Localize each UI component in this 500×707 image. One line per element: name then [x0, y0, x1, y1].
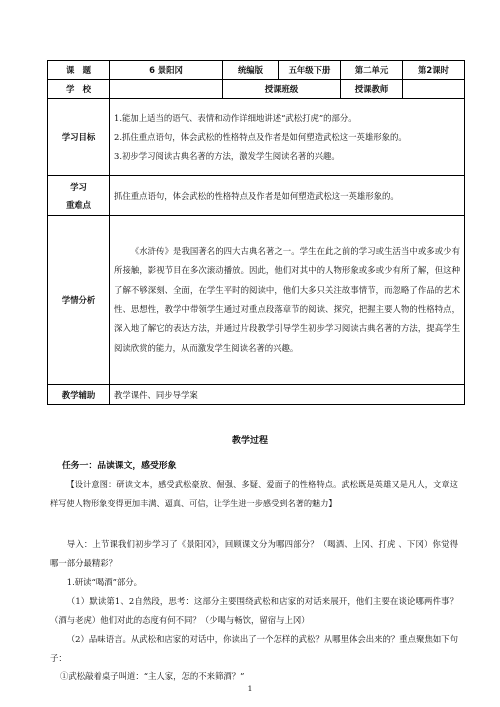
teacher-value	[403, 80, 465, 99]
grade: 五年级下册	[279, 61, 341, 80]
period: 第2课时	[403, 61, 465, 80]
table-row	[48, 216, 465, 385]
task-heading: 任务一：品读课文，感受形象	[62, 461, 177, 471]
analysis-text: 《水浒传》是我国著名的四大古典名著之一。学生在此之前的学习或生活当中或多或少有所接触，影视节目在多次滚动播放。因此，他们对其中的人物形象或多或少有所了解，但这种了解不够深刻、全面，在学生平时的阅读中，他们大多只关注故事情节，而忽略了作品的艺术性、思想性，教学中带领学生通过对重点段落章节的阅读、探究，把握主要人物的性格特点，深入地了解它的表达方法，并通过片段教学引导学生初步学习阅读古典名著的方法，提高学生阅读欣赏的能力，从而激发学生阅读名著的兴趣。	[114, 246, 460, 353]
key-points-label-line1: 学习	[70, 181, 87, 192]
table-row	[48, 99, 465, 176]
objectives-label: 学习目标	[48, 99, 110, 176]
table-row	[48, 80, 465, 99]
objectives-cell	[110, 99, 465, 176]
design-intent: 【设计意图：研读文本，感受武松豪放、倔强、多疑、爱面子的性格特点。武松既是英雄又是凡人，文章这样写使人物形象变得更加丰满、逼真、可信，让学生进一步感受到名著的魅力】	[50, 479, 458, 508]
key-points-label	[48, 176, 110, 216]
school-label: 学 校	[48, 80, 110, 99]
table-row	[48, 176, 465, 216]
unit: 第二单元	[341, 61, 403, 80]
topic-label: 课 题	[48, 61, 110, 80]
teacher-label: 授课教师	[341, 80, 403, 99]
analysis-label: 学情分析	[48, 216, 110, 385]
class-label: 授课班级	[223, 80, 341, 99]
table-row	[48, 61, 465, 80]
question-2: （2）品味语言。从武松和店家的对话中，你读出了一个怎样的武松？从哪里体会出来的？重点聚焦如下句子：	[50, 634, 458, 663]
objective-item: 3.初步学习阅读古典名著的方法，激发学生阅读名著的兴趣。	[114, 150, 340, 161]
lesson-title: 6 景阳冈	[110, 61, 223, 80]
lesson-plan-table	[47, 60, 465, 405]
page-number: 1	[247, 684, 253, 693]
analysis-cell	[110, 216, 465, 385]
table-row	[48, 385, 465, 405]
objective-item: 2.抓住重点语句，体会武松的性格特点及作者是如何塑造武松这一英雄形象的。	[114, 131, 407, 142]
step-heading: 1.研读“喝酒”部分。	[66, 577, 142, 587]
objective-item: 1.能加上适当的语气、表情和动作详细地讲述“武松打虎”的部分。	[114, 112, 357, 123]
question-1: （1）默读第1、2自然段，思考：这部分主要围绕武松和店家的对话来展开，他们主要在谈论哪两件事？（酒与老虎）他们对此的态度有何不同？（少喝与畅饮，留宿与上冈）	[50, 596, 458, 625]
edition: 统编版	[223, 61, 279, 80]
quote-1: ①武松敲着桌子叫道：“主人家，怎的不来筛酒？”	[60, 671, 245, 681]
key-points-text: 抓住重点语句，体会武松的性格特点及作者是如何塑造武松这一英雄形象的。	[110, 176, 465, 216]
intro-paragraph: 导入：上节课我们初步学习了《景阳冈》，回顾课文分为哪四部分？（喝酒、上冈、打虎 、下冈）你觉得哪一部分最精彩？	[50, 539, 458, 568]
school-value	[110, 80, 223, 99]
aids-label: 教学辅助	[48, 385, 110, 405]
aids-text: 教学课件、同步导学案	[110, 385, 465, 405]
key-points-label-line2: 重难点	[65, 199, 92, 210]
section-title: 教学过程	[231, 436, 268, 446]
